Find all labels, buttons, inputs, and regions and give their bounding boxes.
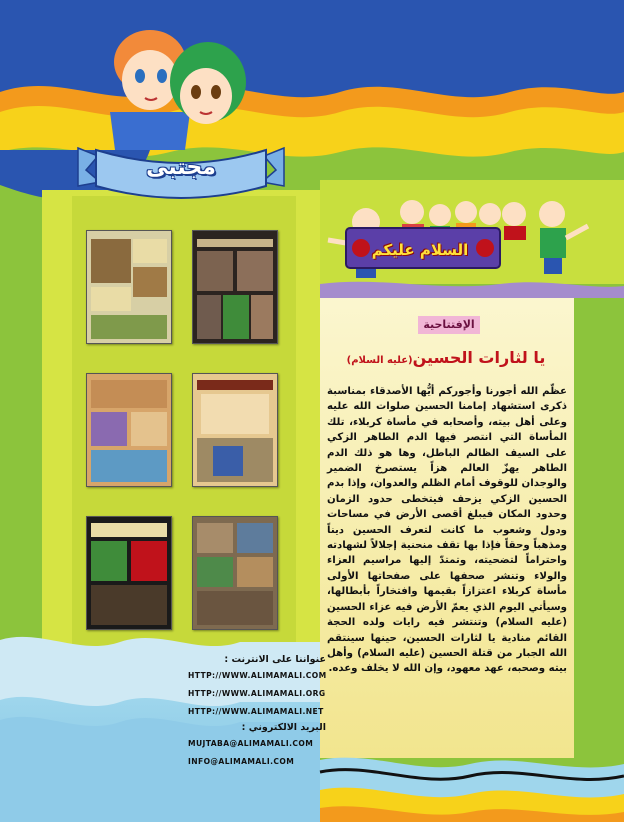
contact-info (188, 653, 326, 771)
article-title-main: يا لثارات الحسين (412, 348, 546, 367)
article-title (328, 348, 564, 367)
website-link-1[interactable]: HTTP://WWW.ALIMAMALI.COM (188, 671, 327, 680)
banner-greeting: السلام عليكم (371, 241, 469, 259)
thumbnail-page-5[interactable] (86, 516, 172, 630)
web-address-label: عنواننا على الانترنت : (224, 654, 326, 665)
website-link-3[interactable]: HTTP://WWW.ALIMAMALI.NET (188, 707, 324, 716)
email-link-2[interactable]: INFO@ALIMAMALI.COM (188, 757, 295, 766)
website-link-2[interactable]: HTTP://WWW.ALIMAMALI.ORG (188, 689, 326, 698)
thumbnail-page-2[interactable] (192, 230, 278, 344)
article-title-suffix: (عليه السلام) (346, 355, 413, 366)
article-body: عظّم الله أجورنا وأجوركم أيُّها الأصدقاء بمناسبة ذكرى استشهاد إمامنا الحسين صلوات الله عليه وعلى أهل بيته، وأصحابه في مأساة كربلاء، تلك المأساة التي انتصر فيها الدم الطاهر الزكي على السيف الظالم الباطل، وها هو ذلك الدم الطاهر يهزّ العالم هزاً يستصرخ الضمير والوجدان للوقوف أمام الظلم والعدوان، وإذا بدم الحسين الزكي يزحف فيتخطى حدود الزمان وحدود المكان فيبلغ أقصى الأرض في مساحات ودول وشعوب ما كانت لتعرف الحسين ديناً ومذهباً وحقاً فإذا بها تقف منحنية إجلالاً لشهادته واحتراماً لتضحيته، وتمتدّ إليها مراسيم العزاء والولاء وتنشر صحفها على صفحاتها الأولى مأساة كربلاء اعتزازاً بقيمها وافتخاراً بأبطالها، وسيأتي اليوم الذي يعمّ الأرض فيه عزاء الحسين (عليه السلام) وتنتشر فيه رايات ولده الحجة القائم منادية يا لثارات الحسين، حينها سينتقم الله الجبار من قتلة الحسين (عليه السلام) وأهل بيته وصحبه، عهد معهود، وإن الله لا يخلف وعده. (327, 386, 567, 675)
thumbnail-page-3[interactable] (86, 373, 172, 487)
email-link-1[interactable]: MUJTABA@ALIMAMALI.COM (188, 739, 314, 748)
section-label: الإفتتاحية (418, 316, 480, 334)
thumbnail-page-1[interactable] (86, 230, 172, 344)
thumbnail-page-6[interactable] (192, 516, 278, 630)
thumbnail-page-4[interactable] (192, 373, 278, 487)
email-label: البريد الالكتروني : (241, 722, 326, 733)
logo-title: مجتبى (146, 155, 216, 180)
